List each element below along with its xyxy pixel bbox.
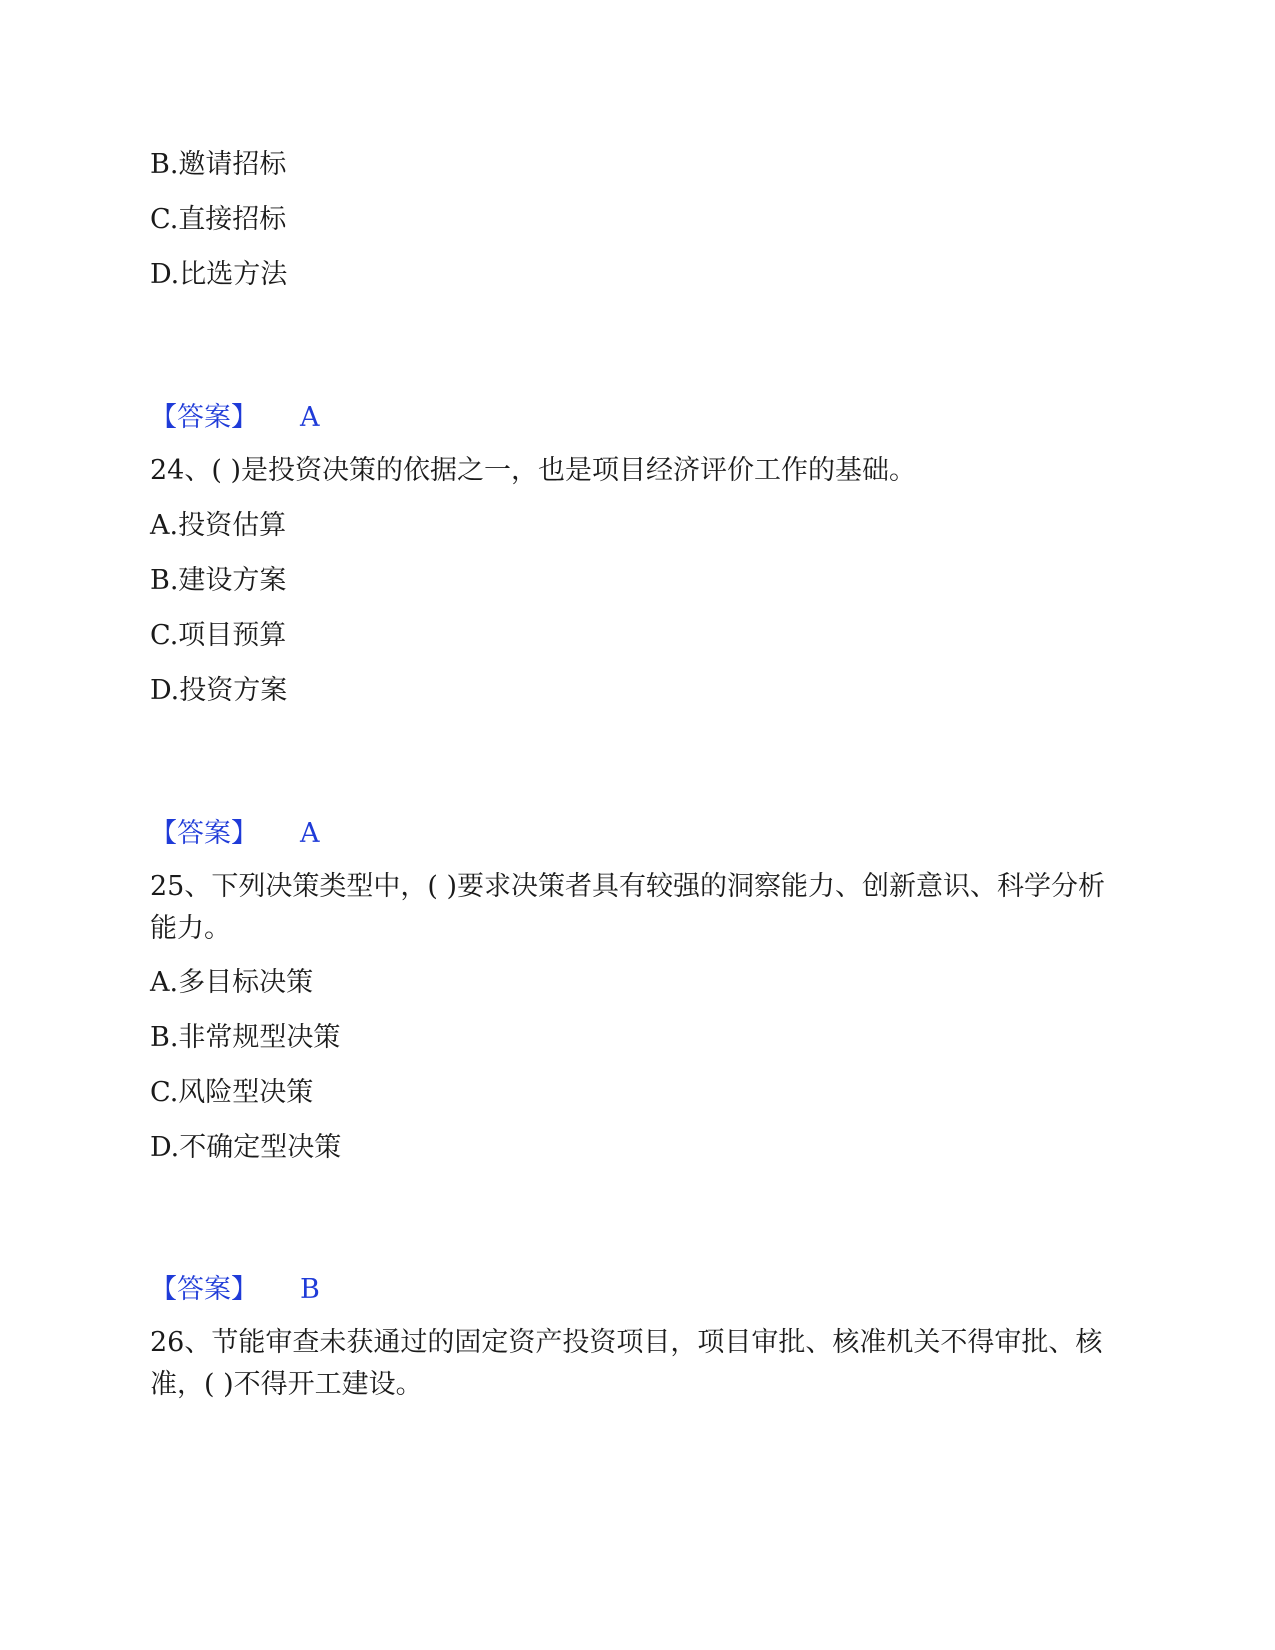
- q24-option-a: A.投资估算: [150, 510, 287, 541]
- q23-answer: [150, 400, 320, 436]
- q25-option-a: A.多目标决策: [150, 967, 314, 998]
- answer-value: B: [300, 1274, 320, 1305]
- q25-option-c: C.风险型决策: [150, 1077, 314, 1108]
- answer-tag: 【答案】: [150, 402, 258, 433]
- q24-option-b: B.建设方案: [150, 565, 287, 596]
- q23-option-b: B.邀请招标: [150, 149, 287, 180]
- q25-answer: [150, 1272, 320, 1308]
- q24-option-d: D.投资方案: [150, 675, 288, 706]
- q25-option-b: B.非常规型决策: [150, 1022, 341, 1053]
- q23-option-c: C.直接招标: [150, 204, 287, 235]
- q25-stem: 25、下列决策类型中，( )要求决策者具有较强的洞察能力、创新意识、科学分析能力。: [150, 871, 1106, 944]
- answer-value: A: [300, 818, 320, 849]
- answer-value: A: [300, 402, 320, 433]
- q23-option-d: D.比选方法: [150, 259, 288, 290]
- answer-tag: 【答案】: [150, 1274, 258, 1305]
- answer-tag: 【答案】: [150, 818, 258, 849]
- q25-option-d: D.不确定型决策: [150, 1132, 342, 1163]
- q24-answer: [150, 816, 320, 852]
- q24-stem: 24、( )是投资决策的依据之一，也是项目经济评价工作的基础。: [150, 455, 917, 486]
- q24-option-c: C.项目预算: [150, 620, 287, 651]
- q26-stem: 26、节能审查未获通过的固定资产投资项目，项目审批、核准机关不得审批、核准，( )不得开工建设。: [150, 1327, 1103, 1400]
